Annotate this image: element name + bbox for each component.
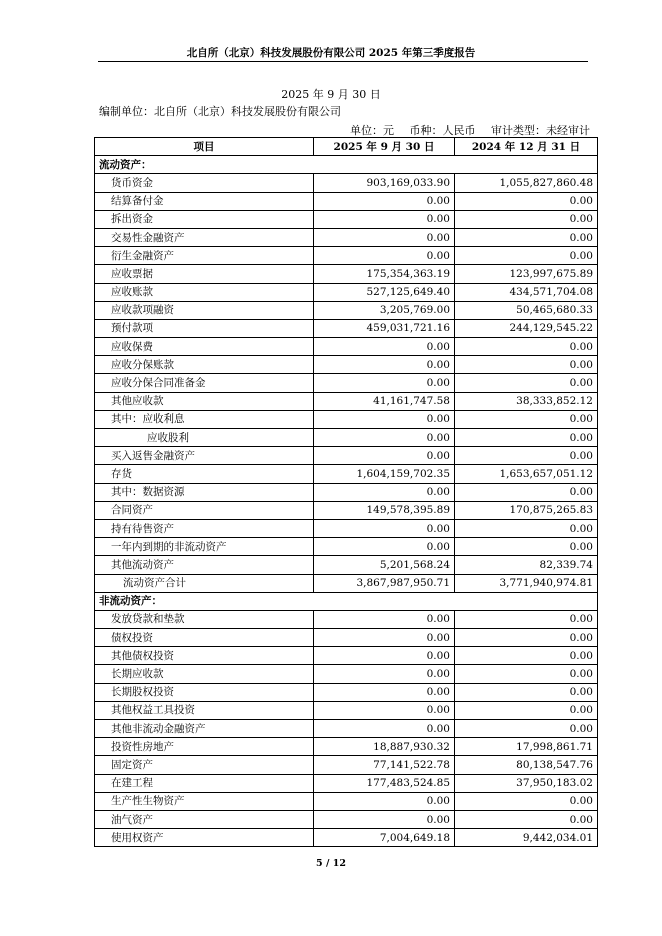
value-current: 0.00 (314, 647, 455, 665)
value-current: 0.00 (314, 610, 455, 628)
report-header-title: 北自所（北京）科技发展股份有限公司 2025 年第三季度报告 (186, 47, 476, 59)
table-row (95, 556, 598, 574)
row-label: 发放贷款和垫款 (95, 610, 314, 628)
value-current: 175,354,363.19 (314, 265, 455, 283)
row-label: 长期股权投资 (95, 683, 314, 701)
table-row (95, 810, 598, 828)
value-current: 0.00 (314, 410, 455, 428)
value-current: 3,205,769.00 (314, 301, 455, 319)
value-current: 41,161,747.58 (314, 392, 455, 410)
value-current: 177,483,524.85 (314, 774, 455, 792)
row-label: 流动资产合计 (95, 574, 314, 592)
value-current: 903,169,033.90 (314, 174, 455, 192)
column-header-prior: 2024 年 12 月 31 日 (455, 138, 598, 156)
row-label: 应收分保合同准备金 (95, 374, 314, 392)
value-current: 0.00 (314, 483, 455, 501)
value-current: 0.00 (314, 629, 455, 647)
row-label: 应收股利 (95, 429, 314, 447)
table-body (95, 156, 598, 847)
value-prior: 17,998,861.71 (455, 738, 598, 756)
value-current: 0.00 (314, 429, 455, 447)
table-row (95, 792, 598, 810)
table-row (95, 410, 598, 428)
row-label: 其他流动资产 (95, 556, 314, 574)
value-prior: 9,442,034.01 (455, 829, 598, 847)
value-prior: 0.00 (455, 228, 598, 246)
value-prior: 0.00 (455, 247, 598, 265)
value-current: 0.00 (314, 519, 455, 537)
row-label: 应收款项融资 (95, 301, 314, 319)
table-row (95, 519, 598, 537)
value-current: 0.00 (314, 538, 455, 556)
value-prior: 123,997,675.89 (455, 265, 598, 283)
section-row (95, 592, 598, 610)
value-prior: 82,339.74 (455, 556, 598, 574)
value-prior: 170,875,265.83 (455, 501, 598, 519)
value-prior: 3,771,940,974.81 (455, 574, 598, 592)
value-current: 77,141,522.78 (314, 756, 455, 774)
value-prior: 0.00 (455, 429, 598, 447)
value-prior: 0.00 (455, 192, 598, 210)
value-current: 1,604,159,702.35 (314, 465, 455, 483)
table-row (95, 574, 598, 592)
row-label: 交易性金融资产 (95, 228, 314, 246)
table-row (95, 228, 598, 246)
value-current: 0.00 (314, 792, 455, 810)
value-current: 0.00 (314, 720, 455, 738)
table-row (95, 319, 598, 337)
value-prior: 0.00 (455, 665, 598, 683)
value-current: 527,125,649.40 (314, 283, 455, 301)
row-label: 在建工程 (95, 774, 314, 792)
value-prior: 0.00 (455, 483, 598, 501)
column-header-current: 2025 年 9 月 30 日 (314, 138, 455, 156)
row-label: 其他非流动金融资产 (95, 720, 314, 738)
value-prior: 0.00 (455, 683, 598, 701)
value-current: 0.00 (314, 374, 455, 392)
value-prior: 0.00 (455, 720, 598, 738)
value-prior: 50,465,680.33 (455, 301, 598, 319)
row-label: 一年内到期的非流动资产 (95, 538, 314, 556)
table-row (95, 538, 598, 556)
value-prior: 0.00 (455, 810, 598, 828)
table-row (95, 465, 598, 483)
audit-type-label: 审计类型：未经审计 (491, 124, 590, 137)
value-prior: 434,571,704.08 (455, 283, 598, 301)
value-prior: 0.00 (455, 210, 598, 228)
table-row (95, 610, 598, 628)
table-row (95, 647, 598, 665)
table-row (95, 265, 598, 283)
section-row (95, 156, 598, 174)
row-label: 结算备付金 (95, 192, 314, 210)
row-label: 合同资产 (95, 501, 314, 519)
row-label: 其他债权投资 (95, 647, 314, 665)
table-row (95, 247, 598, 265)
value-current: 0.00 (314, 338, 455, 356)
value-prior: 0.00 (455, 792, 598, 810)
value-prior: 244,129,545.22 (455, 319, 598, 337)
value-current: 0.00 (314, 210, 455, 228)
row-label: 油气资产 (95, 810, 314, 828)
value-current: 0.00 (314, 447, 455, 465)
value-prior: 0.00 (455, 338, 598, 356)
row-label: 买入返售金融资产 (95, 447, 314, 465)
value-current: 0.00 (314, 356, 455, 374)
table-header-row (95, 138, 598, 156)
table-row (95, 483, 598, 501)
row-label: 货币资金 (95, 174, 314, 192)
row-label: 其中：应收利息 (95, 410, 314, 428)
value-current: 0.00 (314, 810, 455, 828)
table-row (95, 738, 598, 756)
row-label: 长期应收款 (95, 665, 314, 683)
value-prior: 0.00 (455, 356, 598, 374)
row-label: 应收账款 (95, 283, 314, 301)
table-row (95, 429, 598, 447)
table-row (95, 701, 598, 719)
value-current: 0.00 (314, 192, 455, 210)
value-prior: 0.00 (455, 519, 598, 537)
row-label: 拆出资金 (95, 210, 314, 228)
table-row (95, 356, 598, 374)
table-row (95, 683, 598, 701)
value-prior: 0.00 (455, 701, 598, 719)
table-row (95, 501, 598, 519)
company-line: 编制单位：北自所（北京）科技发展股份有限公司 (99, 105, 341, 118)
value-prior: 0.00 (455, 647, 598, 665)
row-label: 衍生金融资产 (95, 247, 314, 265)
value-current: 0.00 (314, 247, 455, 265)
value-prior: 0.00 (455, 629, 598, 647)
value-prior: 0.00 (455, 610, 598, 628)
value-current: 18,887,930.32 (314, 738, 455, 756)
value-current: 0.00 (314, 683, 455, 701)
table-row (95, 374, 598, 392)
value-prior: 38,333,852.12 (455, 392, 598, 410)
value-prior: 80,138,547.76 (455, 756, 598, 774)
table-row (95, 192, 598, 210)
unit-label: 单位：元 (350, 124, 394, 137)
table-row (95, 774, 598, 792)
table-row (95, 174, 598, 192)
balance-sheet-table (94, 137, 598, 847)
row-label: 持有待售资产 (95, 519, 314, 537)
table-row (95, 756, 598, 774)
column-header-item: 项目 (95, 138, 314, 156)
section-label: 流动资产： (95, 156, 598, 174)
row-label: 应收票据 (95, 265, 314, 283)
row-label: 其他应收款 (95, 392, 314, 410)
currency-label: 币种：人民币 (409, 124, 476, 137)
value-current: 0.00 (314, 701, 455, 719)
value-current: 5,201,568.24 (314, 556, 455, 574)
report-date: 2025 年 9 月 30 日 (281, 88, 381, 101)
value-prior: 1,055,827,860.48 (455, 174, 598, 192)
value-current: 0.00 (314, 228, 455, 246)
row-label: 使用权资产 (95, 829, 314, 847)
table-row (95, 447, 598, 465)
table-row (95, 665, 598, 683)
table-row (95, 392, 598, 410)
value-current: 459,031,721.16 (314, 319, 455, 337)
row-label: 存货 (95, 465, 314, 483)
value-current: 3,867,987,950.71 (314, 574, 455, 592)
table-row (95, 301, 598, 319)
value-prior: 37,950,183.02 (455, 774, 598, 792)
page-number: 5 / 12 (316, 858, 346, 869)
row-label: 固定资产 (95, 756, 314, 774)
row-label: 应收保费 (95, 338, 314, 356)
value-prior: 0.00 (455, 410, 598, 428)
section-label: 非流动资产： (95, 592, 598, 610)
table-row (95, 210, 598, 228)
units-line (338, 122, 590, 138)
row-label: 预付款项 (95, 319, 314, 337)
row-label: 债权投资 (95, 629, 314, 647)
value-current: 149,578,395.89 (314, 501, 455, 519)
row-label: 其他权益工具投资 (95, 701, 314, 719)
value-prior: 0.00 (455, 447, 598, 465)
value-prior: 0.00 (455, 374, 598, 392)
value-prior: 0.00 (455, 538, 598, 556)
value-prior: 1,653,657,051.12 (455, 465, 598, 483)
value-current: 0.00 (314, 665, 455, 683)
table-row (95, 720, 598, 738)
value-current: 7,004,649.18 (314, 829, 455, 847)
table-row (95, 629, 598, 647)
header-rule (98, 61, 588, 62)
row-label: 其中：数据资源 (95, 483, 314, 501)
table-row (95, 829, 598, 847)
row-label: 应收分保账款 (95, 356, 314, 374)
table-row (95, 338, 598, 356)
table-row (95, 283, 598, 301)
row-label: 生产性生物资产 (95, 792, 314, 810)
row-label: 投资性房地产 (95, 738, 314, 756)
